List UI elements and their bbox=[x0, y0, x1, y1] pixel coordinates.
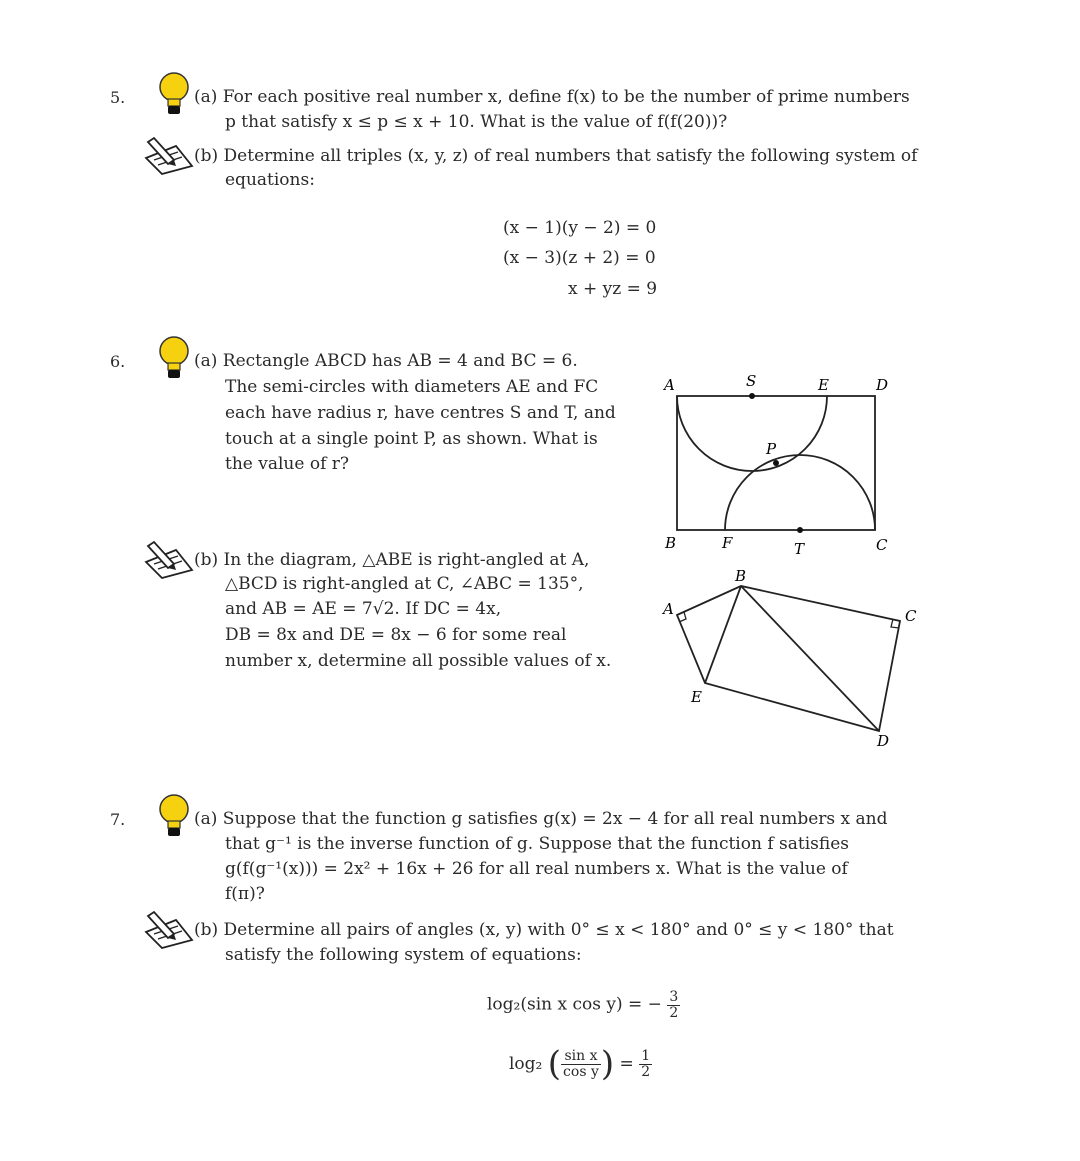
fig1-label-E: E bbox=[818, 376, 829, 394]
q7-eq1-numerator: 3 bbox=[669, 989, 679, 1005]
q6-part-a-line4: touch at a single point P, as shown. What is bbox=[225, 429, 598, 449]
q6-part-b-line5: number x, determine all possible values of x. bbox=[225, 651, 612, 671]
question-number-7: 7. bbox=[110, 810, 126, 829]
fig1-label-F: F bbox=[722, 534, 733, 552]
q7-eq2-denominator: 2 bbox=[641, 1063, 651, 1080]
rectangle-semicircles-figure bbox=[650, 368, 900, 558]
lightbulb-icon bbox=[156, 792, 192, 840]
q5-part-a-line1: (a) For each positive real number x, define f(x) to be the number of prime numbers bbox=[194, 87, 910, 107]
q6-part-a-line2: The semi-circles with diameters AE and FC bbox=[225, 377, 599, 397]
q5-part-a-line2: p that satisfy x ≤ p ≤ x + 10. What is the value of f(f(20))? bbox=[225, 112, 728, 132]
q6-part-b-line3: and AB = AE = 7√2. If DC = 4x, bbox=[225, 599, 502, 619]
fig2-label-C: C bbox=[905, 607, 917, 625]
question-number-6: 6. bbox=[110, 352, 126, 371]
q7-equation-1 bbox=[487, 990, 680, 1020]
q7-eq2-log: log₂ bbox=[509, 1053, 543, 1074]
triangles-figure bbox=[655, 566, 925, 756]
q7-eq2-inner-denominator: cos y bbox=[563, 1063, 599, 1080]
q5-part-b-line1: (b) Determine all triples (x, y, z) of real numbers that satisfy the following system of bbox=[194, 146, 918, 166]
q6-part-a-line1: (a) Rectangle ABCD has AB = 4 and BC = 6. bbox=[194, 351, 578, 371]
q6-part-b-line2: △BCD is right-angled at C, ∠ABC = 135°, bbox=[225, 574, 584, 594]
question-number-5: 5. bbox=[110, 88, 126, 107]
q7-equation-2: log₂ ( $\frac{\text{sin x}}{\text{cos y}}$ ) = $\frac{1}{2}$ bbox=[509, 1044, 651, 1084]
q7-eq1-fraction bbox=[667, 990, 680, 1020]
fig2-label-A: A bbox=[663, 600, 674, 618]
fig2-label-D: D bbox=[877, 732, 890, 750]
q5-equation-3: x + yz = 9 bbox=[568, 279, 658, 299]
q7-part-b-line1: (b) Determine all pairs of angles (x, y) with 0° ≤ x < 180° and 0° ≤ y < 180° that bbox=[194, 920, 894, 940]
q7-part-a-line2: that g⁻¹ is the inverse function of g. Suppose that the function f satisfies bbox=[225, 834, 850, 854]
fig1-label-A: A bbox=[664, 376, 675, 394]
q7-eq1-denominator: 2 bbox=[669, 1004, 679, 1021]
fig1-label-P: P bbox=[766, 440, 777, 458]
q6-part-b-line1: (b) In the diagram, △ABE is right-angled at A, bbox=[194, 550, 590, 570]
lightbulb-icon bbox=[156, 70, 192, 118]
q7-part-a-line4: f(π)? bbox=[225, 884, 265, 904]
fig1-label-D: D bbox=[876, 376, 889, 394]
q7-part-a-line1: (a) Suppose that the function g satisfies g(x) = 2x − 4 for all real numbers x and bbox=[194, 809, 888, 829]
q7-eq1-left: log₂(sin x cos y) = − bbox=[487, 994, 662, 1015]
q7-eq2-equals: = bbox=[619, 1053, 634, 1074]
pencil-paper-icon bbox=[140, 540, 196, 580]
fig1-label-C: C bbox=[876, 536, 888, 554]
fig1-label-B: B bbox=[665, 534, 677, 552]
q6-part-a-line3: each have radius r, have centres S and T, and bbox=[225, 403, 616, 423]
q7-eq2-numerator: 1 bbox=[641, 1048, 651, 1065]
q7-part-a-line3: g(f(g⁻¹(x))) = 2x² + 16x + 26 for all real numbers x. What is the value of bbox=[225, 859, 848, 879]
pencil-paper-icon bbox=[140, 136, 196, 176]
q7-part-b-line2: satisfy the following system of equations: bbox=[225, 945, 582, 965]
fig1-label-T: T bbox=[794, 540, 805, 558]
pencil-paper-icon bbox=[140, 910, 196, 950]
q5-part-b-line2: equations: bbox=[225, 170, 315, 190]
q5-equation-1: (x − 1)(y − 2) = 0 bbox=[503, 218, 657, 238]
q7-eq2-fraction bbox=[639, 1049, 652, 1079]
q7-eq2-inner-numerator: sin x bbox=[561, 1049, 601, 1065]
fig2-label-E: E bbox=[691, 688, 702, 706]
fig1-label-S: S bbox=[746, 372, 757, 390]
lightbulb-icon bbox=[156, 334, 192, 382]
q5-equation-2: (x − 3)(z + 2) = 0 bbox=[503, 248, 656, 268]
q6-part-b-line4: DB = 8x and DE = 8x − 6 for some real bbox=[225, 625, 567, 645]
fig2-label-B: B bbox=[735, 567, 747, 585]
q6-part-a-line5: the value of r? bbox=[225, 454, 350, 474]
q7-eq2-inner-fraction bbox=[561, 1049, 601, 1079]
